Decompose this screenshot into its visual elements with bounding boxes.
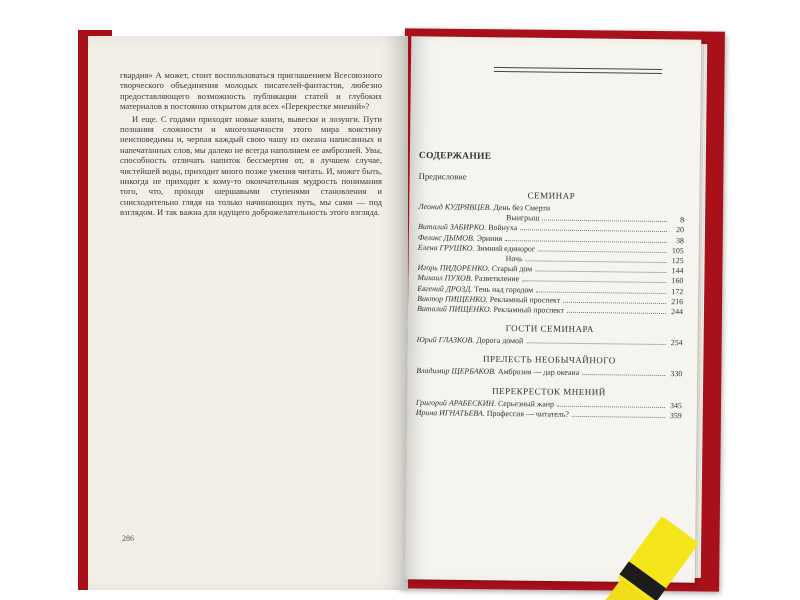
toc-entry-author: Игорь ПИДОРЕНКО. — [417, 263, 490, 274]
toc-entry-page: 20 — [676, 225, 685, 235]
toc-dot-leader — [522, 281, 666, 284]
toc-dot-leader — [538, 250, 667, 253]
toc-entry-title: Рекламный проспект — [489, 294, 561, 305]
toc-entry — [416, 366, 682, 379]
toc-entry-title: Старый дом — [491, 264, 533, 274]
toc-entry-title: Тень над городом — [474, 284, 534, 295]
toc-entry-title: Амброзия — дар океана — [497, 367, 580, 378]
toc-entry-page: 254 — [670, 338, 683, 348]
toc-entry-title: Дорога домой — [476, 335, 524, 346]
toc-title: СОДЕРЖАНИЕ — [418, 150, 492, 162]
toc-dot-leader — [572, 416, 665, 418]
toc-entry-author: Евгений ДРОЗД. — [417, 283, 473, 294]
toc-dot-leader — [567, 312, 666, 314]
toc-section-heading: СЕМИНАР — [527, 190, 576, 201]
toc-entry-title: Ночь — [505, 254, 523, 264]
toc-entry-page: 216 — [671, 296, 684, 307]
toc-dot-leader — [526, 343, 665, 346]
left-paragraph-1: гвардия» А может, стоит воспользоваться приглашением Всесоюзного творческого объединения молодых писателей-фантастов, любезно предоставляющего возможность публикации статей и глубоких материалов в постоянно открытом для всех «Перекрестке мнений»? — [120, 70, 382, 112]
toc-entry-title: Зимний единорог — [476, 243, 536, 254]
toc-entry — [417, 304, 683, 317]
toc-dot-leader — [505, 240, 667, 243]
toc-dot-leader — [536, 291, 666, 294]
toc-dot-leader — [582, 374, 665, 376]
toc-entry-page: 244 — [671, 307, 684, 317]
toc-entry-page: 105 — [671, 245, 684, 256]
toc-section-heading: ПЕРЕКРЕСТОК МНЕНИЙ — [492, 385, 606, 397]
toc-entry-author: Михаил ПУХОВ. — [417, 273, 473, 284]
toc-entry-page: 345 — [669, 400, 682, 410]
toc-dot-leader — [535, 271, 666, 274]
toc-entry-author: Виталий ЗАБИРКО. — [417, 222, 487, 233]
toc-sections — [416, 189, 685, 421]
toc-entry-author: Юрий ГЛАЗКОВ. — [416, 335, 475, 345]
toc-entry-page: 160 — [671, 276, 684, 286]
left-page-text — [120, 70, 382, 218]
toc-entry-page: 38 — [675, 235, 684, 245]
toc-preface: Предисловие — [418, 170, 467, 182]
toc-entry-author: Григорий АРАБЕСКИН. — [415, 397, 497, 408]
toc-entry-author: Елена ГРУШКО. — [417, 242, 475, 253]
toc-entry-title: Войнуха — [488, 223, 518, 233]
toc-entry-author: Леонид КУДРЯВЦЕВ. — [418, 201, 492, 212]
toc-section-heading: ПРЕЛЕСТЬ НЕОБЫЧАЙНОГО — [482, 354, 616, 366]
decorative-rule — [494, 71, 662, 74]
toc-entry-title: Профессия — читатель? — [486, 408, 569, 419]
toc-entry-page: 8 — [680, 215, 685, 225]
toc-dot-leader — [557, 405, 665, 407]
toc-entry-author: Ирина ИГНАТЬЕВА. — [415, 407, 485, 418]
toc-entry-title: Эриния — [476, 233, 503, 243]
toc-dot-leader — [563, 302, 666, 304]
toc-entry-page: 359 — [669, 410, 682, 421]
toc-entry-title: Разветвление — [474, 274, 520, 284]
toc-entry-author: Виктор ПИЩЕНКО. — [417, 293, 488, 304]
toc-entry-title: Серьезный жанр — [497, 398, 555, 409]
left-paragraph-2: И еще. С годами приходят новые книги, вывески и лозунги. Пути познания сложности и многозначности этого мира воистину неисповедимы и, черпая каждый свою чашу из океана написанных и напечатанных слов, мы далеко не всегда наполняем ее амброзией. Увы, способность отличать напиток бессмертия от, в лучшем случае, чистейшей воды, приходит много позже умения читать. И, может быть, никогда не приходит к кому-то окончательная мудрость понимания того, что, проходя шершавыми ступенями становления и снисходительно глядя на только начинающих путь, мы сами — под взглядом. И так важна для идущего доброжелательность этого взгляда. — [120, 113, 382, 218]
toc-entry-page: 144 — [671, 266, 684, 276]
toc-entry — [417, 335, 683, 348]
toc-dot-leader — [520, 230, 667, 233]
toc-entry-author: Виталий ПИЩЕНКО. — [416, 304, 492, 314]
toc-entry-title: Рекламный проспект — [493, 304, 565, 315]
toc-entry-page: 125 — [671, 256, 684, 266]
toc-entry-author: Владимир ЩЕРБАКОВ. — [416, 366, 496, 377]
toc-dot-leader — [526, 260, 667, 263]
toc-entry-page: 172 — [671, 286, 684, 296]
left-page-number: 286 — [122, 534, 134, 543]
toc-dot-leader — [542, 220, 667, 223]
toc-entry-page: 330 — [670, 369, 683, 379]
toc-entry-author: Феликс ДЫМОВ. — [417, 232, 475, 243]
toc-entry-title: Выигрыш — [506, 213, 540, 223]
toc-entry-title: День без Смерти — [493, 202, 551, 213]
table-of-contents — [416, 66, 686, 421]
toc-section-heading: ГОСТИ СЕМИНАРА — [505, 323, 594, 335]
